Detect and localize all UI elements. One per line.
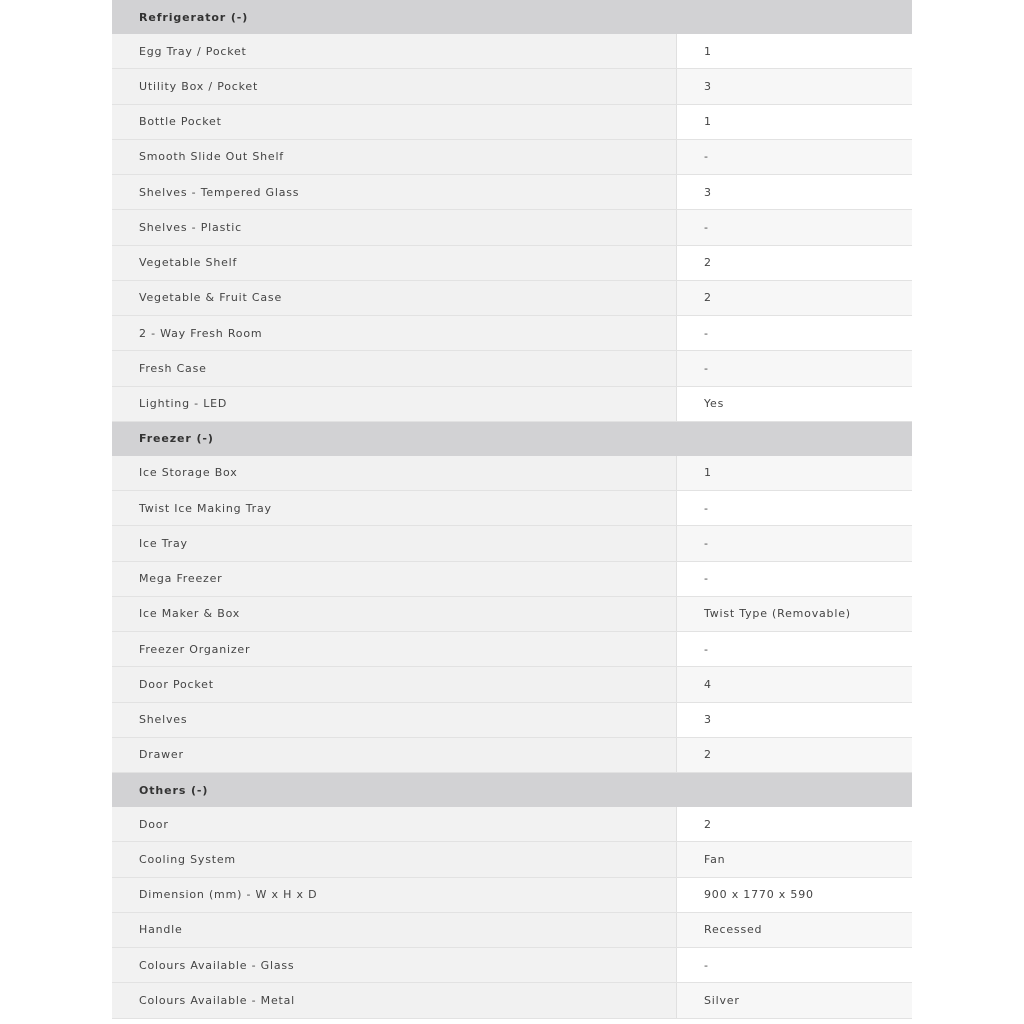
spec-value: 3	[677, 703, 912, 737]
spec-value: 2	[677, 281, 912, 315]
table-row	[112, 632, 912, 667]
table-row	[112, 105, 912, 140]
spec-value: -	[677, 210, 912, 244]
spec-value: 1	[677, 456, 912, 490]
spec-table	[112, 0, 912, 1019]
spec-value: -	[677, 351, 912, 385]
spec-value: 2	[677, 246, 912, 280]
section-header-refrigerator[interactable]: Refrigerator (-)	[112, 0, 912, 34]
spec-value: -	[677, 948, 912, 982]
spec-label: Handle	[112, 913, 677, 947]
table-row	[112, 34, 912, 69]
table-row	[112, 387, 912, 422]
table-row	[112, 316, 912, 351]
spec-label: Shelves	[112, 703, 677, 737]
table-row	[112, 562, 912, 597]
spec-label: Vegetable & Fruit Case	[112, 281, 677, 315]
table-row	[112, 983, 912, 1018]
spec-label: Colours Available - Metal	[112, 983, 677, 1017]
spec-label: Cooling System	[112, 842, 677, 876]
table-row	[112, 948, 912, 983]
spec-value: Recessed	[677, 913, 912, 947]
section-header-others[interactable]: Others (-)	[112, 773, 912, 807]
spec-value: Twist Type (Removable)	[677, 597, 912, 631]
spec-label: Twist Ice Making Tray	[112, 491, 677, 525]
table-row	[112, 526, 912, 561]
spec-value: 3	[677, 175, 912, 209]
spec-label: Fresh Case	[112, 351, 677, 385]
spec-value: -	[677, 562, 912, 596]
table-row	[112, 210, 912, 245]
table-row	[112, 597, 912, 632]
spec-label: Freezer Organizer	[112, 632, 677, 666]
spec-label: Mega Freezer	[112, 562, 677, 596]
spec-label: Egg Tray / Pocket	[112, 34, 677, 68]
spec-value: -	[677, 140, 912, 174]
spec-label: Shelves - Plastic	[112, 210, 677, 244]
table-row	[112, 878, 912, 913]
spec-label: Bottle Pocket	[112, 105, 677, 139]
table-row	[112, 703, 912, 738]
spec-label: Ice Tray	[112, 526, 677, 560]
spec-label: Smooth Slide Out Shelf	[112, 140, 677, 174]
spec-value: Silver	[677, 983, 912, 1017]
spec-value: Fan	[677, 842, 912, 876]
table-row	[112, 807, 912, 842]
spec-value: Yes	[677, 387, 912, 421]
spec-label: Ice Maker & Box	[112, 597, 677, 631]
section-freezer	[112, 422, 912, 773]
table-row	[112, 281, 912, 316]
table-row	[112, 246, 912, 281]
table-row	[112, 69, 912, 104]
table-row	[112, 667, 912, 702]
spec-label: Ice Storage Box	[112, 456, 677, 490]
spec-label: Colours Available - Glass	[112, 948, 677, 982]
spec-label: Vegetable Shelf	[112, 246, 677, 280]
spec-value: -	[677, 526, 912, 560]
spec-label: Door	[112, 807, 677, 841]
table-row	[112, 842, 912, 877]
spec-value: 900 x 1770 x 590	[677, 878, 912, 912]
spec-value: 2	[677, 807, 912, 841]
table-row	[112, 351, 912, 386]
table-row	[112, 456, 912, 491]
spec-label: Lighting - LED	[112, 387, 677, 421]
table-row	[112, 913, 912, 948]
spec-value: -	[677, 632, 912, 666]
spec-label: Door Pocket	[112, 667, 677, 701]
spec-label: Drawer	[112, 738, 677, 772]
section-refrigerator	[112, 0, 912, 422]
spec-label: Shelves - Tempered Glass	[112, 175, 677, 209]
spec-value: 3	[677, 69, 912, 103]
spec-value: -	[677, 491, 912, 525]
spec-value: -	[677, 316, 912, 350]
spec-value: 2	[677, 738, 912, 772]
spec-value: 4	[677, 667, 912, 701]
table-row	[112, 491, 912, 526]
spec-label: Dimension (mm) - W x H x D	[112, 878, 677, 912]
spec-label: 2 - Way Fresh Room	[112, 316, 677, 350]
spec-value: 1	[677, 34, 912, 68]
table-row	[112, 140, 912, 175]
table-row	[112, 175, 912, 210]
spec-label: Utility Box / Pocket	[112, 69, 677, 103]
spec-value: 1	[677, 105, 912, 139]
section-header-freezer[interactable]: Freezer (-)	[112, 422, 912, 456]
table-row	[112, 738, 912, 773]
section-others	[112, 773, 912, 1019]
